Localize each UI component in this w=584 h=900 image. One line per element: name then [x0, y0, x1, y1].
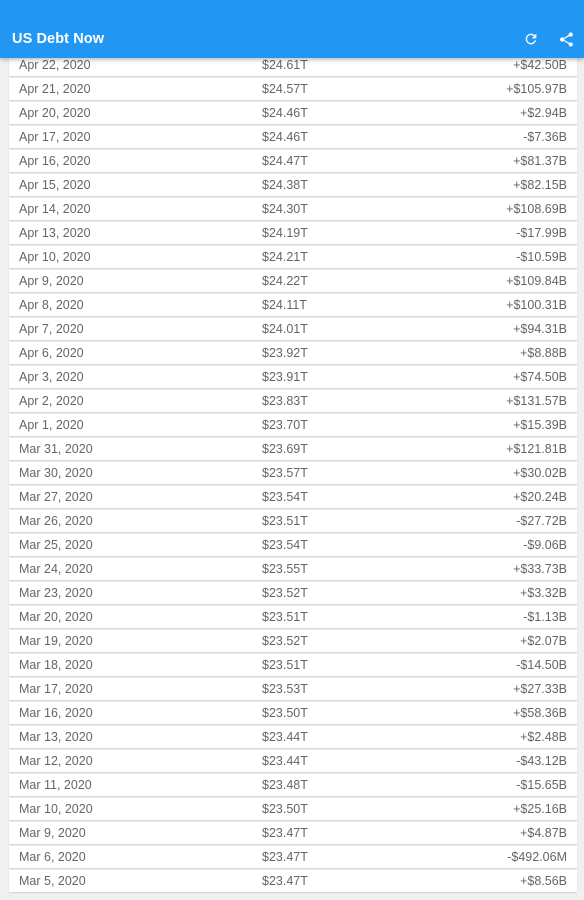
row-total-debt: $23.91T: [262, 370, 308, 384]
row-date: Apr 16, 2020: [19, 154, 91, 168]
row-daily-change: +$27.33B: [513, 682, 567, 696]
refresh-icon-graphic: [523, 31, 539, 47]
row-date: Mar 26, 2020: [19, 514, 93, 528]
row-daily-change: -$27.72B: [516, 514, 567, 528]
row-date: Mar 17, 2020: [19, 682, 93, 696]
row-total-debt: $23.47T: [262, 826, 308, 840]
row-date: Apr 10, 2020: [19, 250, 91, 264]
row-daily-change: +$3.32B: [520, 586, 567, 600]
row-total-debt: $24.22T: [262, 274, 308, 288]
row-daily-change: +$2.48B: [520, 730, 567, 744]
row-daily-change: +$74.50B: [513, 370, 567, 384]
list-item[interactable]: [9, 102, 577, 124]
row-total-debt: $23.50T: [262, 802, 308, 816]
row-total-debt: $23.54T: [262, 538, 308, 552]
list-item[interactable]: [9, 510, 577, 532]
row-total-debt: $23.51T: [262, 610, 308, 624]
row-total-debt: $24.30T: [262, 202, 308, 216]
row-date: Apr 3, 2020: [19, 370, 84, 384]
row-daily-change: +$109.84B: [506, 274, 567, 288]
app-bar: [0, 0, 584, 58]
list-item[interactable]: [9, 126, 577, 148]
row-date: Mar 31, 2020: [19, 442, 93, 456]
list-item[interactable]: [9, 246, 577, 268]
row-total-debt: $24.01T: [262, 322, 308, 336]
list-item[interactable]: [9, 486, 577, 508]
row-total-debt: $23.48T: [262, 778, 308, 792]
row-total-debt: $23.52T: [262, 586, 308, 600]
row-daily-change: +$100.31B: [506, 298, 567, 312]
list-item[interactable]: [9, 750, 577, 772]
row-date: Apr 14, 2020: [19, 202, 91, 216]
row-daily-change: +$2.94B: [520, 106, 567, 120]
list-item[interactable]: [9, 438, 577, 460]
row-date: Apr 17, 2020: [19, 130, 91, 144]
row-total-debt: $23.69T: [262, 442, 308, 456]
list-item[interactable]: [9, 198, 577, 220]
row-date: Apr 21, 2020: [19, 82, 91, 96]
row-date: Apr 13, 2020: [19, 226, 91, 240]
list-item[interactable]: [9, 654, 577, 676]
row-date: Apr 22, 2020: [19, 58, 91, 72]
list-item[interactable]: [9, 558, 577, 580]
row-total-debt: $24.61T: [262, 58, 308, 72]
row-date: Mar 30, 2020: [19, 466, 93, 480]
row-daily-change: +$8.56B: [520, 874, 567, 888]
list-item[interactable]: [9, 726, 577, 748]
share-icon-graphic: [558, 31, 575, 48]
row-date: Apr 7, 2020: [19, 322, 84, 336]
row-total-debt: $23.70T: [262, 418, 308, 432]
list-item[interactable]: [9, 414, 577, 436]
row-daily-change: +$82.15B: [513, 178, 567, 192]
row-daily-change: +$121.81B: [506, 442, 567, 456]
row-daily-change: -$7.36B: [523, 130, 567, 144]
row-daily-change: +$4.87B: [520, 826, 567, 840]
row-daily-change: +$58.36B: [513, 706, 567, 720]
row-total-debt: $23.50T: [262, 706, 308, 720]
row-total-debt: $23.44T: [262, 754, 308, 768]
row-daily-change: +$42.50B: [513, 58, 567, 72]
list-item[interactable]: [9, 366, 577, 388]
row-daily-change: +$30.02B: [513, 466, 567, 480]
list-item[interactable]: [9, 822, 577, 844]
row-daily-change: +$20.24B: [513, 490, 567, 504]
row-total-debt: $24.19T: [262, 226, 308, 240]
list-item[interactable]: [9, 150, 577, 172]
row-daily-change: +$15.39B: [513, 418, 567, 432]
list-item[interactable]: [9, 582, 577, 604]
share-icon[interactable]: [556, 29, 576, 49]
row-daily-change: +$81.37B: [513, 154, 567, 168]
row-daily-change: +$25.16B: [513, 802, 567, 816]
row-total-debt: $24.38T: [262, 178, 308, 192]
list-item[interactable]: [9, 174, 577, 196]
list-item[interactable]: [9, 870, 577, 892]
list-item[interactable]: [9, 798, 577, 820]
row-total-debt: $23.52T: [262, 634, 308, 648]
debt-history-list[interactable]: [9, 54, 577, 894]
row-total-debt: $24.46T: [262, 106, 308, 120]
row-daily-change: -$1.13B: [523, 610, 567, 624]
row-date: Mar 18, 2020: [19, 658, 93, 672]
row-daily-change: +$131.57B: [506, 394, 567, 408]
row-daily-change: -$14.50B: [516, 658, 567, 672]
row-date: Apr 20, 2020: [19, 106, 91, 120]
list-item[interactable]: [9, 462, 577, 484]
row-date: Mar 6, 2020: [19, 850, 86, 864]
list-item[interactable]: [9, 318, 577, 340]
row-date: Mar 25, 2020: [19, 538, 93, 552]
list-item[interactable]: [9, 678, 577, 700]
row-date: Apr 9, 2020: [19, 274, 84, 288]
row-date: Mar 16, 2020: [19, 706, 93, 720]
row-date: Mar 27, 2020: [19, 490, 93, 504]
row-date: Mar 5, 2020: [19, 874, 86, 888]
list-item[interactable]: [9, 78, 577, 100]
row-total-debt: $23.55T: [262, 562, 308, 576]
row-daily-change: -$15.65B: [516, 778, 567, 792]
list-item[interactable]: [9, 774, 577, 796]
row-total-debt: $24.57T: [262, 82, 308, 96]
list-item[interactable]: [9, 222, 577, 244]
row-total-debt: $23.54T: [262, 490, 308, 504]
row-date: Mar 23, 2020: [19, 586, 93, 600]
row-daily-change: -$9.06B: [523, 538, 567, 552]
row-total-debt: $24.11T: [262, 298, 307, 312]
list-item[interactable]: [9, 630, 577, 652]
row-total-debt: $23.47T: [262, 874, 308, 888]
row-total-debt: $23.57T: [262, 466, 308, 480]
row-total-debt: $24.46T: [262, 130, 308, 144]
row-date: Mar 9, 2020: [19, 826, 86, 840]
app-title: US Debt Now: [12, 31, 105, 47]
row-date: Mar 10, 2020: [19, 802, 93, 816]
row-date: Mar 24, 2020: [19, 562, 93, 576]
row-date: Apr 1, 2020: [19, 418, 84, 432]
refresh-icon[interactable]: [521, 29, 541, 49]
row-date: Apr 8, 2020: [19, 298, 84, 312]
row-date: Mar 19, 2020: [19, 634, 93, 648]
row-daily-change: +$94.31B: [513, 322, 567, 336]
row-daily-change: -$43.12B: [516, 754, 567, 768]
row-total-debt: $23.92T: [262, 346, 308, 360]
row-daily-change: +$108.69B: [506, 202, 567, 216]
row-daily-change: -$17.99B: [516, 226, 567, 240]
row-date: Mar 11, 2020: [19, 778, 92, 792]
row-daily-change: +$33.73B: [513, 562, 567, 576]
row-daily-change: +$8.88B: [520, 346, 567, 360]
row-date: Apr 15, 2020: [19, 178, 91, 192]
list-item[interactable]: [9, 702, 577, 724]
row-total-debt: $23.83T: [262, 394, 308, 408]
list-item[interactable]: [9, 846, 577, 868]
row-date: Mar 20, 2020: [19, 610, 93, 624]
row-date: Apr 6, 2020: [19, 346, 84, 360]
row-total-debt: $23.51T: [262, 658, 308, 672]
list-item[interactable]: [9, 390, 577, 412]
list-item[interactable]: [9, 342, 577, 364]
row-total-debt: $23.44T: [262, 730, 308, 744]
list-item[interactable]: [9, 606, 577, 628]
row-date: Mar 13, 2020: [19, 730, 93, 744]
row-daily-change: +$105.97B: [506, 82, 567, 96]
row-total-debt: $24.47T: [262, 154, 308, 168]
row-total-debt: $23.47T: [262, 850, 308, 864]
list-item[interactable]: [9, 294, 577, 316]
list-item[interactable]: [9, 534, 577, 556]
row-total-debt: $23.51T: [262, 514, 308, 528]
row-date: Mar 12, 2020: [19, 754, 93, 768]
row-daily-change: -$10.59B: [516, 250, 567, 264]
row-daily-change: +$2.07B: [520, 634, 567, 648]
row-total-debt: $24.21T: [262, 250, 308, 264]
list-item[interactable]: [9, 270, 577, 292]
row-daily-change: -$492.06M: [507, 850, 567, 864]
row-total-debt: $23.53T: [262, 682, 308, 696]
row-date: Apr 2, 2020: [19, 394, 84, 408]
